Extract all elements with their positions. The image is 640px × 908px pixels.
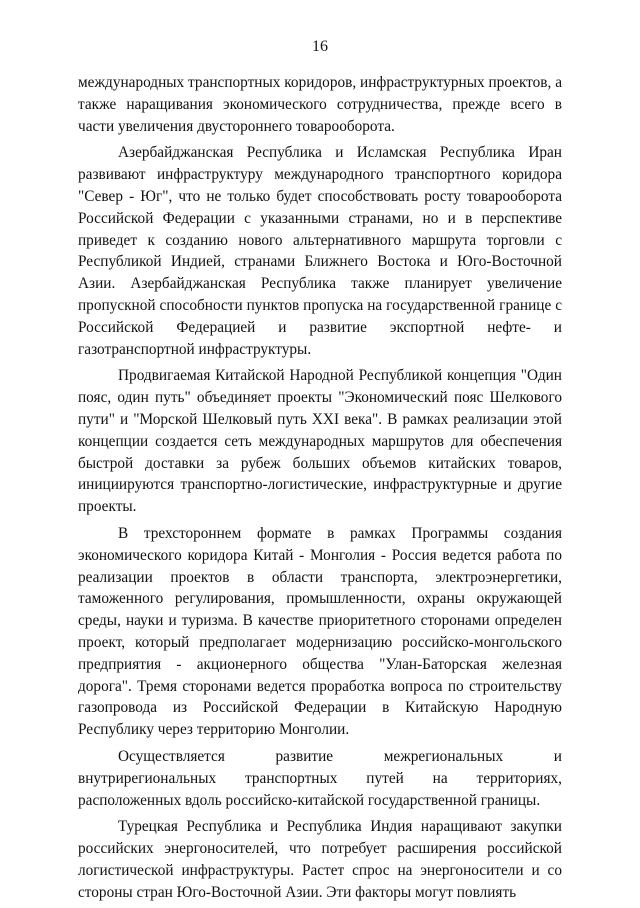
paragraph-china-mongolia-russia: В трехстороннем формате в рамках Программы создания экономического коридора Китай - Монголия - Россия ведется работа по реализации проектов в области транспорта, электроэнергетики, таможенного регулирования, промышленности, охраны окружающей среды, науки и туризма. В качестве приоритетного сторонами определен проект, который предполагает модернизацию российско-монгольского предприятия - акционерного общества "Улан-Баторская железная дорога". Тремя сторонами ведется проработка вопроса по строительству газопровода из Российской Федерации в Китайскую Народную Республику через территорию Монголии. — [78, 524, 562, 739]
body-text — [78, 72, 562, 908]
paragraph-turkey-india: Турецкая Республика и Республика Индия наращивают закупки российских энергоносителей, что потребует расширения российской логистической инфраструктуры. Растет спрос на энергоносители и со стороны стран Юго-Восточной Азии. Эти факторы могут повлиять — [78, 818, 562, 901]
paragraph-continuation: международных транспортных коридоров, инфраструктурных проектов, а также наращивания экономического сотрудничества, прежде всего в части увеличения двустороннего товарооборота. — [78, 74, 562, 135]
page-number: 16 — [312, 38, 328, 55]
paragraph-azerbaijan-iran: Азербайджанская Республика и Исламская Республика Иран развивают инфраструктуру международного транспортного коридора "Север - Юг", что не только будет способствовать росту товарооборота Российской Федерации с указанными странами, но и в перспективе приведет к созданию нового альтернативного маршрута торговли с Республикой Индией, странами Ближнего Востока и Юго-Восточной Азии. Азербайджанская Республика также планирует увеличение пропускной способности пунктов пропуска на государственной границе с Российской Федерацией и развитие экспортной нефте- и газотранспортной инфраструктуры. — [78, 144, 562, 358]
paragraph-interregional-routes: Осуществляется развитие межрегиональных и внутрирегиональных транспортных путей на территориях, расположенных вдоль российско-китайской государственной границы. — [78, 747, 562, 809]
paragraph-belt-and-road: Продвигаемая Китайской Народной Республикой концепция "Один пояс, один путь" объединяет проекты "Экономический пояс Шелкового пути" и "Морской Шелковый путь XXI века". В рамках реализации этой концепции создается сеть международных маршрутов для обеспечения быстрой доставки за рубеж больших объемов китайских товаров, инициируются транспортно-логистические, инфраструктурные и другие проекты. — [78, 367, 562, 516]
